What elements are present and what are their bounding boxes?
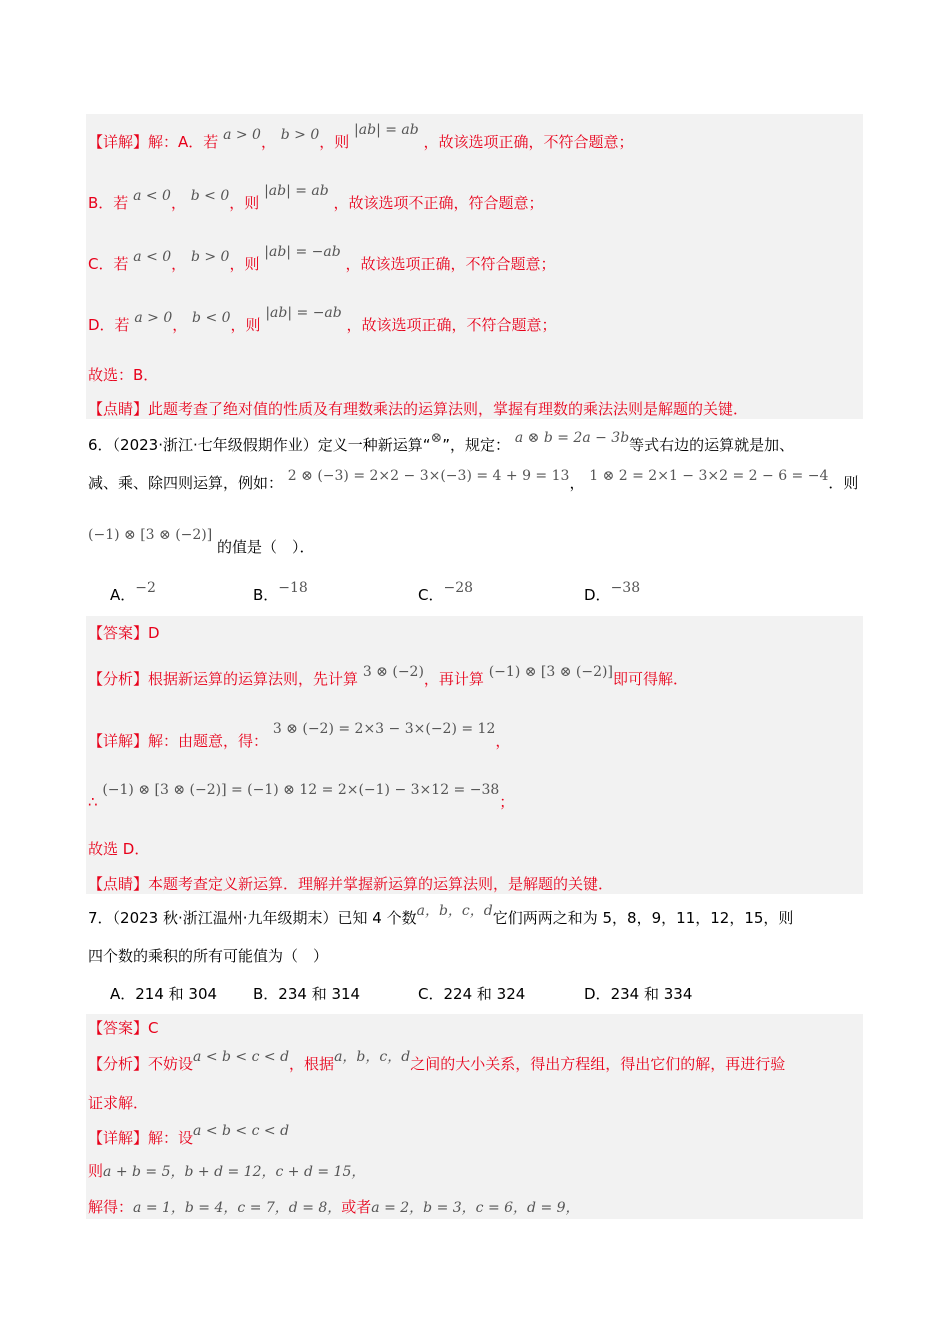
solve-text: 解得： <box>88 1198 134 1216</box>
answer-value: C <box>148 1019 159 1037</box>
q6-option-a[interactable] <box>110 580 156 607</box>
solution-set: a = 1，b = 4，c = 7，d = 8， <box>133 1200 342 1216</box>
math-condition: a < 0 <box>133 188 171 204</box>
math-condition: a > 0 <box>134 310 173 326</box>
math-condition: b > 0 <box>190 249 230 265</box>
q6-answer <box>88 622 160 644</box>
q7-analysis-line2: 证求解． <box>88 1094 149 1112</box>
q7-option-c[interactable] <box>418 983 525 1005</box>
q7-option-a[interactable] <box>110 983 217 1005</box>
analysis-text: 之间的大小关系，得出方程组，得出它们的解，再进行验 <box>410 1055 786 1073</box>
math-expression: |ab| = −ab <box>264 244 341 260</box>
analysis-text: 根据新运算的运算法则，先计算 <box>148 670 359 688</box>
q6-detail-line2 <box>88 782 515 814</box>
math-expression: |ab| = ab <box>264 183 329 199</box>
tip-tag: 【点睛】 <box>88 875 149 893</box>
analysis-tag: 【分析】 <box>88 1055 149 1073</box>
q7-stem-line2: 四个数的乘积的所有可能值为（ ） <box>88 947 329 965</box>
conclusion-text: ，故该选项不正确，符合题意； <box>333 194 544 212</box>
q5-detail-c: C．若 a < 0， b > 0，则 |ab| = −ab ，故该选项正确，不符合题意； <box>88 244 556 273</box>
q6-solution-box <box>86 616 863 894</box>
stem-text: 减、乘、除四则运算，例如： <box>88 474 284 492</box>
question-source: （2023·浙江·七年级假期作业） <box>112 436 318 454</box>
q5-detail-b: B．若 a < 0， b < 0，则 |ab| = ab ，故该选项不正确，符合题意； <box>88 183 544 212</box>
analysis-tag: 【分析】 <box>88 670 149 688</box>
rule-expression: a ⊗ b = 2a − 3b <box>514 430 630 446</box>
answer-tag: 【答案】 <box>88 1019 149 1037</box>
math-expression: |ab| = ab <box>354 122 419 138</box>
semicolon: ； <box>499 793 515 811</box>
or-text: 或者 <box>341 1198 372 1216</box>
q7-option-d[interactable] <box>584 983 692 1005</box>
option-value: −2 <box>135 580 156 596</box>
detail-tag: 【详解】 <box>88 1129 149 1147</box>
question-source: （2023 秋·浙江温州·九年级期末） <box>112 909 338 927</box>
q6-stem-line3 <box>88 527 315 559</box>
math-expression: (−1) ⊗ [3 ⊗ (−2)] = (−1) ⊗ 12 = 2×(−1) − 3×12 = −38 <box>102 782 500 798</box>
math-expression: |ab| = −ab <box>265 305 342 321</box>
math-condition: a > 0 <box>223 127 261 143</box>
stem-text: ．则 <box>828 474 859 492</box>
math-expression: 3 ⊗ (−2) = 2×3 − 3×(−2) = 12 <box>272 721 496 737</box>
question-number: 6． <box>88 436 113 454</box>
option-label: D． <box>584 586 611 604</box>
option-value: 234 和 334 <box>610 985 693 1003</box>
variables: a，b，c，d <box>416 903 493 919</box>
answer-value: D <box>148 624 160 642</box>
q6-stem-line1 <box>88 430 795 457</box>
q5-choose: 故选：B． <box>88 366 159 384</box>
option-d-text: D．若 <box>88 316 130 334</box>
q6-analysis <box>88 664 688 691</box>
example-expression: 1 ⊗ 2 = 2×1 − 3×2 = 2 − 6 = −4 <box>589 468 829 484</box>
then-text: ，则 <box>230 316 261 334</box>
variables: a，b，c，d <box>334 1049 411 1065</box>
q6-choose: 故选 D． <box>88 840 150 858</box>
q6-option-b[interactable] <box>253 580 308 607</box>
answer-tag: 【答案】 <box>88 624 149 642</box>
stem-text: 已知 4 个数 <box>337 909 417 927</box>
conclusion-text: ，故该选项正确，不符合题意； <box>423 133 634 151</box>
option-value: 214 和 304 <box>135 985 218 1003</box>
math-expression: a < b < c < d <box>193 1049 290 1065</box>
option-label: A． <box>110 586 136 604</box>
stem-text: ”，规定： <box>442 436 511 454</box>
option-value: 234 和 314 <box>278 985 361 1003</box>
then-text: 则 <box>88 1162 104 1180</box>
option-value: −38 <box>610 580 641 596</box>
math-expression: (−1) ⊗ [3 ⊗ (−2)] <box>488 664 613 680</box>
q6-option-d[interactable] <box>584 580 641 607</box>
q7-analysis-line1 <box>88 1049 786 1076</box>
equations: a + b = 5，b + d = 12，c + d = 15， <box>103 1164 366 1180</box>
comma: ， <box>569 474 585 492</box>
option-label: B． <box>253 586 279 604</box>
tip-tag: 【点睛】 <box>88 400 149 418</box>
option-label: A． <box>110 985 136 1003</box>
q7-option-b[interactable] <box>253 983 360 1005</box>
tip-text: 本题考查定义新运算．理解并掌握新运算的运算法则，是解题的关键． <box>148 875 614 893</box>
tip-text: 此题考查了绝对值的性质及有理数乘法的运算法则，掌握有理数的乘法法则是解题的关键． <box>148 400 749 418</box>
stem-text: 的值是（ ）． <box>217 538 315 556</box>
analysis-text: 即可得解． <box>612 670 688 688</box>
stem-text: 等式右边的运算就是加、 <box>629 436 795 454</box>
option-value: −18 <box>278 580 308 596</box>
math-condition: b < 0 <box>190 188 230 204</box>
option-a-text: 解：A．若 <box>148 133 219 151</box>
example-expression: 2 ⊗ (−3) = 2×2 − 3×(−3) = 4 + 9 = 13 <box>287 468 570 484</box>
q6-tip <box>88 873 613 895</box>
stem-text: 它们两两之和为 5，8，9，11，12，15，则 <box>492 909 794 927</box>
solution-set: a = 2，b = 3，c = 6，d = 9， <box>371 1200 580 1216</box>
q7-answer <box>88 1017 159 1039</box>
q7-detail-line1 <box>88 1123 290 1150</box>
option-value: 224 和 324 <box>443 985 526 1003</box>
math-condition: b < 0 <box>192 310 231 326</box>
math-condition: a < 0 <box>133 249 172 265</box>
q6-detail-line1 <box>88 721 511 753</box>
conclusion-text: ，故该选项正确，不符合题意； <box>346 316 557 334</box>
math-expression: 3 ⊗ (−2) <box>362 664 424 680</box>
comma: ， <box>495 732 511 750</box>
q5-tip <box>88 398 748 420</box>
math-condition: b > 0 <box>280 127 320 143</box>
detail-text: 解：由题意，得： <box>148 732 269 750</box>
option-label: C． <box>418 586 444 604</box>
math-expression: a < b < c < d <box>193 1123 290 1139</box>
conclusion-text: ，故该选项正确，不符合题意； <box>345 255 556 273</box>
q5-detail-d: D．若 a > 0， b < 0，则 |ab| = −ab ，故该选项正确，不符合题意； <box>88 305 557 334</box>
question-number: 7． <box>88 909 113 927</box>
then-text: ，则 <box>229 255 260 273</box>
detail-tag: 【详解】 <box>88 133 149 151</box>
option-c-text: C．若 <box>88 255 129 273</box>
question-expression: (−1) ⊗ [3 ⊗ (−2)] <box>88 527 213 543</box>
then-text: ，则 <box>229 194 260 212</box>
option-label: C． <box>418 985 444 1003</box>
analysis-text: ，再计算 <box>423 670 484 688</box>
analysis-text: 不妨设 <box>148 1055 194 1073</box>
q6-stem-line2 <box>88 468 859 495</box>
option-value: −28 <box>443 580 474 596</box>
option-b-text: B．若 <box>88 194 129 212</box>
q7-solution-box <box>86 1014 863 1219</box>
q7-solve-line <box>88 1196 580 1219</box>
q6-option-c[interactable] <box>418 580 474 607</box>
stem-text: 定义一种新运算“ <box>317 436 431 454</box>
option-label: B． <box>253 985 279 1003</box>
otimes-symbol: ⊗ <box>430 430 443 446</box>
therefore-symbol: ∴ <box>88 793 98 811</box>
detail-tag: 【详解】 <box>88 732 149 750</box>
q7-stem-line1 <box>88 903 794 930</box>
analysis-text: ，根据 <box>289 1055 335 1073</box>
q5-detail-a: 【详解】解：A．若 a > 0， b > 0，则 |ab| = ab ，故该选项正确，不符合题意； <box>88 122 634 151</box>
detail-text: 解：设 <box>148 1129 194 1147</box>
option-label: D． <box>584 985 611 1003</box>
q7-then-line <box>88 1160 365 1183</box>
then-text: ，则 <box>319 133 350 151</box>
